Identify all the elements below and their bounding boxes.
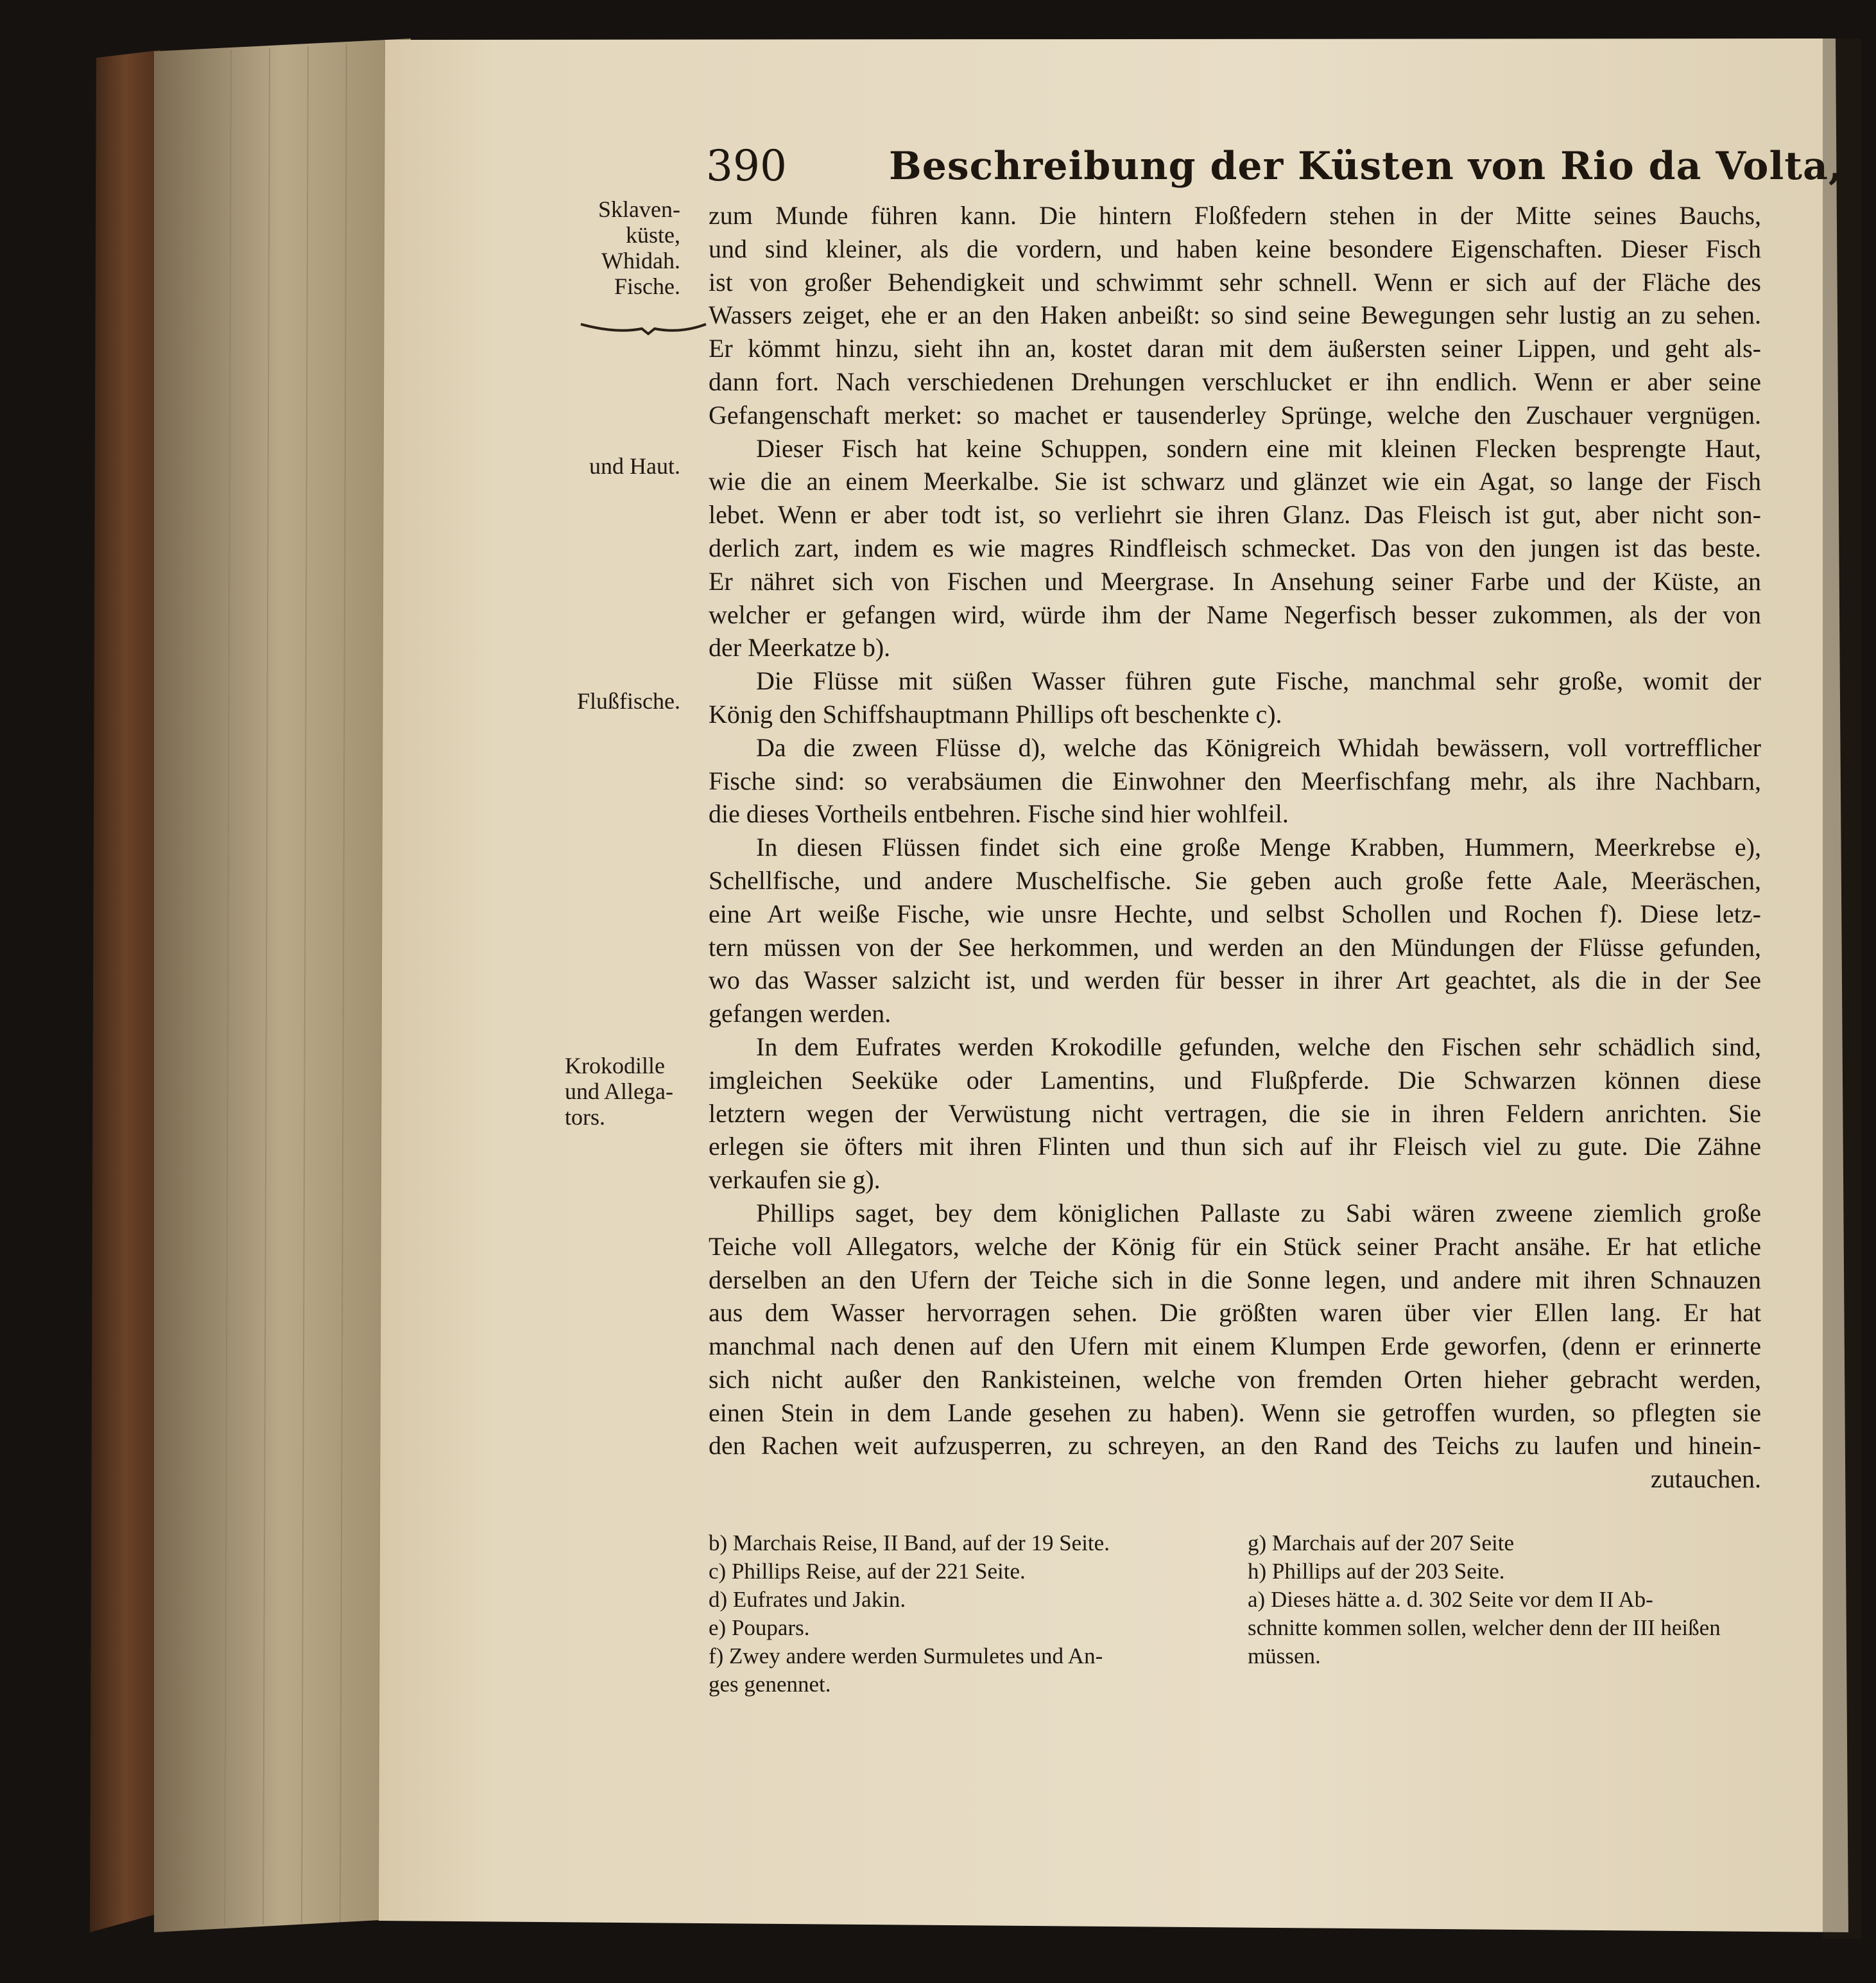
body-line: verkaufen sie g). — [709, 1165, 881, 1195]
margin-note-flussfische: Flußfische. — [577, 688, 680, 714]
footnote: b) Marchais Reise, II Band, auf der 19 Seite. — [709, 1530, 1110, 1555]
body-line: lebet. Wenn er aber todt ist, so verliehrt sie ihren Glanz. Das Fleisch ist gut, aber nicht son- — [709, 500, 1761, 530]
footnotes-left — [709, 1529, 1222, 1699]
margin-note-line: Whidah. — [601, 248, 680, 273]
body-line: Phillips saget, bey dem königlichen Pallaste zu Sabi wären zweene ziemlich große — [756, 1198, 1761, 1227]
body-line: Dieser Fisch hat keine Schuppen, sondern eine mit kleinen Flecken besprengte Haut, — [756, 433, 1761, 463]
body-line: Schellfische, und andere Muschelfische. Sie geben auch große fette Aale, Meeräschen, — [709, 865, 1761, 895]
body-line: Er nähret sich von Fischen und Meergrase. In Ansehung seiner Farbe und der Küste, an — [709, 566, 1761, 596]
body-line: zum Munde führen kann. Die hintern Floßfedern stehen in der Mitte seines Bauchs, — [709, 201, 1761, 230]
footnote: müssen. — [1248, 1643, 1321, 1668]
running-title: Beschreibung der Küsten von Rio da Volta, — [889, 144, 1843, 189]
body-line: tern müssen von der See herkommen, und werden an den Mündungen der Flüsse gefunden, — [709, 932, 1761, 962]
body-line: ist von großer Behendigkeit und schwimmt sehr schnell. Wenn er sich auf der Fläche des — [709, 267, 1761, 297]
footnote: g) Marchais auf der 207 Seite — [1248, 1530, 1514, 1555]
footnotes-right — [1248, 1529, 1755, 1670]
body-line: Er kömmt hinzu, sieht ihn an, kostet daran mit dem äußersten seiner Lippen, und geht als- — [709, 334, 1761, 363]
footnote: e) Poupars. — [709, 1615, 810, 1640]
body-line: König den Schiffshauptmann Phillips oft beschenkte c). — [709, 699, 1282, 729]
body-line: imgleichen Seeküke oder Lamentins, und Flußpferde. Die Schwarzen können diese — [709, 1065, 1761, 1095]
body-line: Wassers zeiget, ehe er an den Haken anbeißt: so sind seine Bewegungen sehr lustig an zu sehen. — [709, 300, 1761, 330]
body-line: letztern wegen der Verwüstung nicht vertragen, die sie in ihren Feldern anrichten. Sie — [709, 1098, 1761, 1128]
running-header — [706, 135, 1843, 205]
body-line: Die Flüsse mit süßen Wasser führen gute Fische, manchmal sehr große, womit der — [756, 666, 1761, 696]
footnote: d) Eufrates und Jakin. — [709, 1587, 906, 1612]
body-line: den Rachen weit aufzusperren, zu schreyen, an den Rand des Teichs zu laufen und hinein- — [709, 1431, 1761, 1460]
footnote: ges genennet. — [709, 1672, 831, 1697]
body-line: der Meerkatze b). — [709, 633, 891, 662]
footnote: h) Phillips auf der 203 Seite. — [1248, 1559, 1505, 1584]
margin-note-krokodille: Krokodille und Allega- tors. — [565, 1053, 673, 1130]
body-line: einen Stein in dem Lande gesehen zu haben). Wenn sie getroffen wurden, so pflegten sie — [709, 1398, 1761, 1427]
leather-cover — [90, 50, 160, 1932]
page-number: 390 — [706, 141, 787, 191]
body-line: erlegen sie öfters mit ihren Flinten und thun sich auf ihr Fleisch viel zu gute. Die Zähne — [709, 1132, 1761, 1161]
body-line: Da die zween Flüsse d), welche das Königreich Whidah bewässern, voll vortrefflicher — [756, 732, 1761, 762]
body-line: sich nicht außer den Rankisteinen, welche von fremden Orten hieher gebracht werden, — [709, 1364, 1761, 1394]
footnote: a) Dieses hätte a. d. 302 Seite vor dem II Ab- — [1248, 1587, 1653, 1612]
body-line: wo das Wasser salzicht ist, und werden für besser in ihrer Art geachtet, als die in der See — [709, 966, 1761, 995]
body-line: gefangen werden. — [709, 999, 891, 1028]
body-text — [709, 199, 1761, 1496]
margin-note-line: küste, — [626, 222, 680, 248]
body-line: Fische sind: so verabsäumen die Einwohner den Meerfischfang mehr, als ihre Nachbarn, — [709, 766, 1761, 795]
body-line: wie die an einem Meerkalbe. Sie ist schwarz und glänzet wie ein Agat, so lange der Fisch — [709, 467, 1761, 496]
body-line: In diesen Flüssen findet sich eine große Menge Krabben, Hummern, Meerkrebse e), — [756, 833, 1761, 862]
margin-note-haut: und Haut. — [589, 453, 680, 479]
body-line: welcher er gefangen wird, würde ihm der Name Negerfisch besser zukommen, als der von — [709, 600, 1761, 629]
body-line: Teiche voll Allegators, welche der König für ein Stück seiner Pracht ansähe. Er hat etliche — [709, 1231, 1761, 1261]
body-line: eine Art weiße Fische, wie unsre Hechte, und selbst Schollen und Rochen f). Diese letz- — [709, 899, 1761, 928]
footnote: f) Zwey andere werden Surmuletes und An- — [709, 1643, 1103, 1668]
body-line: und sind kleiner, als die vordern, und haben keine besondere Eigenschaften. Dieser Fisch — [709, 234, 1761, 263]
footnote: c) Phillips Reise, auf der 221 Seite. — [709, 1559, 1026, 1584]
margin-note-line: Sklaven- — [598, 196, 680, 222]
body-line: dann fort. Nach verschiedenen Drehungen verschlucket er ihn endlich. Wenn er aber seine — [709, 367, 1761, 396]
body-line: derselben an den Ufern der Teiche sich in die Sonne legen, und andere mit ihren Schnauzen — [709, 1265, 1761, 1294]
body-line: derlich zart, indem es wie magres Rindfleisch schmecket. Das von den jungen ist das beste. — [709, 533, 1761, 562]
body-line: zutauchen. — [1650, 1464, 1761, 1494]
page-edges — [154, 39, 411, 1932]
margin-note-section — [565, 196, 680, 299]
margin-note-line: Fische. — [614, 273, 680, 299]
body-line: die dieses Vortheils entbehren. Fische sind hier wohlfeil. — [709, 799, 1289, 829]
footnote: schnitte kommen sollen, welcher denn der III heißen — [1248, 1615, 1721, 1640]
body-line: Gefangenschaft merket: so machet er tausenderley Sprünge, welche den Zuschauer vergnügen. — [709, 400, 1761, 429]
body-line: In dem Eufrates werden Krokodille gefunden, welche den Fischen sehr schädlich sind, — [756, 1032, 1761, 1061]
body-line: manchmal nach denen auf den Ufern mit einem Klumpen Erde geworfen, (denn er erinnerte — [709, 1331, 1761, 1361]
body-line: aus dem Wasser hervorragen sehen. Die größten waren über vier Ellen lang. Er hat — [709, 1298, 1761, 1328]
